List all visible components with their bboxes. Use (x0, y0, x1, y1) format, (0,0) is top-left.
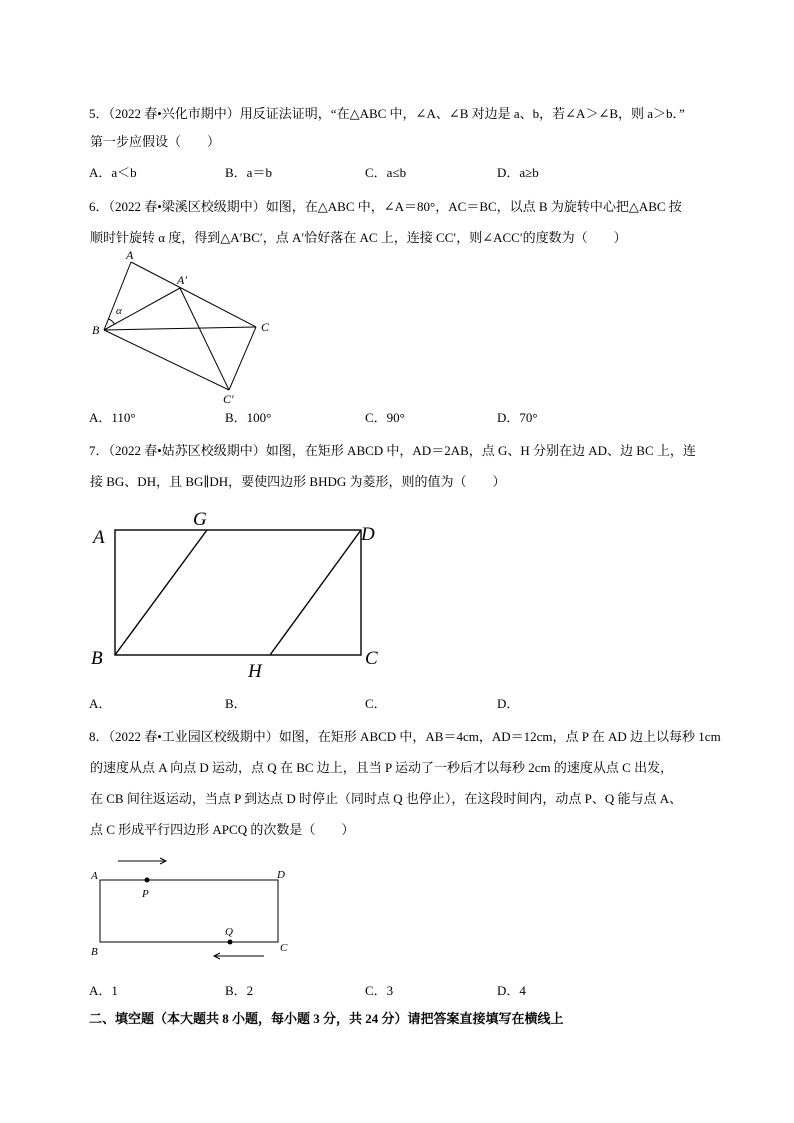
question-5-option-a: A．a＜b (89, 165, 137, 180)
label-d: D (361, 524, 375, 545)
label-a-prime: A′ (177, 273, 187, 287)
label-a: A (91, 870, 98, 882)
question-8-stem-line-4: 点 C 形成平行四边形 APCQ 的次数是（ ） (90, 822, 355, 837)
question-7-stem-line-2: 接 BG、DH，且 BG∥DH，要使四边形 BHDG 为菱形，则的值为（ ） (90, 474, 506, 489)
label-alpha: α (116, 305, 122, 317)
question-8-option-a: A．1 (89, 983, 118, 998)
question-7-stem-line-1: 7．（2022 春•姑苏区校级期中）如图，在矩形 ABCD 中，AD＝2AB，点 G、H 分别在边 AD、边 BC 上，连 (89, 443, 696, 458)
question-8-stem-line-1: 8．（2022 春•工业园区校级期中）如图，在矩形 ABCD 中，AB＝4cm，AD＝12cm，点 P 在 AD 边上以每秒 1cm (89, 729, 721, 744)
question-6-stem-line-1: 6．（2022 春•梁溪区校级期中）如图，在△ABC 中，∠A＝80°，AC＝BC，以点 B 为旋转中心把△ABC 按 (89, 199, 682, 214)
label-a: A (126, 248, 134, 262)
segment-bg (115, 530, 207, 655)
question-6-option-a: A．110° (89, 410, 136, 425)
rectangle-abcd (100, 880, 278, 942)
question-5-stem-line-1: 5．（2022 春•兴化市期中）用反证法证明，“在△ABC 中，∠A、∠B 对边是 a、b，若∠A＞∠B，则 a＞b．” (89, 106, 685, 121)
segment-cc-prime (229, 327, 256, 390)
segment-bc-prime (104, 330, 229, 390)
label-a: A (93, 527, 105, 548)
question-8-option-b: B．2 (225, 983, 254, 998)
segment-a-prime-c-prime (180, 288, 229, 390)
label-b: B (91, 946, 98, 958)
label-c: C (280, 942, 288, 954)
question-6-figure-rotated-triangles (80, 248, 290, 410)
question-6-option-b: B．100° (225, 410, 272, 425)
label-c: C (261, 320, 270, 334)
label-b: B (92, 323, 100, 337)
question-5-option-d: D．a≥b (497, 165, 539, 180)
section-heading-fill-in-blank: 二、填空题（本大题共 8 小题，每小题 3 分，共 24 分）请把答案直接填写在横线上 (89, 1011, 564, 1026)
segment-ab (104, 262, 131, 330)
question-7-option-a: A． (89, 696, 112, 711)
question-7-option-c: C． (365, 696, 387, 711)
question-8-stem-line-3: 在 CB 间往返运动，当点 P 到达点 D 时停止（同时点 Q 也停止），在这段时间内，动点 P、Q 能与点 A、 (90, 791, 683, 806)
rectangle-abcd (115, 530, 361, 655)
question-5-stem-line-2: 第一步应假设（ ） (90, 134, 221, 149)
label-g: G (193, 509, 207, 530)
label-d: D (277, 869, 285, 881)
question-8-stem-line-2: 的速度从点 A 向点 D 运动，点 Q 在 BC 边上，且当 P 运动了一秒后才以每秒 2cm 的速度从点 C 出发， (90, 760, 674, 775)
point-q (228, 940, 233, 945)
segment-bc (104, 327, 256, 330)
label-h: H (248, 661, 262, 682)
question-6-option-c: C．90° (365, 410, 405, 425)
question-8-option-d: D．4 (497, 983, 526, 998)
point-p (145, 878, 150, 883)
question-8-figure-moving-points (85, 850, 297, 965)
angle-alpha-arc (108, 319, 114, 324)
question-7-option-d: D． (497, 696, 520, 711)
label-b: B (91, 648, 103, 669)
question-7-figure-rectangle (85, 505, 385, 685)
question-5-option-b: B．a＝b (225, 165, 272, 180)
question-8-option-c: C．3 (365, 983, 394, 998)
question-7-option-b: B． (225, 696, 247, 711)
question-5-option-c: C．a≤b (365, 165, 407, 180)
question-6-stem-line-2: 顺时针旋转 α 度，得到△A′BC′，点 A′恰好落在 AC 上，连接 CC′，则∠ACC′的度数为（ ） (90, 230, 627, 245)
label-p: P (142, 888, 149, 900)
label-c: C (365, 648, 378, 669)
segment-hd (270, 530, 361, 655)
question-6-option-d: D．70° (497, 410, 538, 425)
label-c-prime: C′ (223, 392, 234, 406)
label-q: Q (225, 926, 233, 938)
